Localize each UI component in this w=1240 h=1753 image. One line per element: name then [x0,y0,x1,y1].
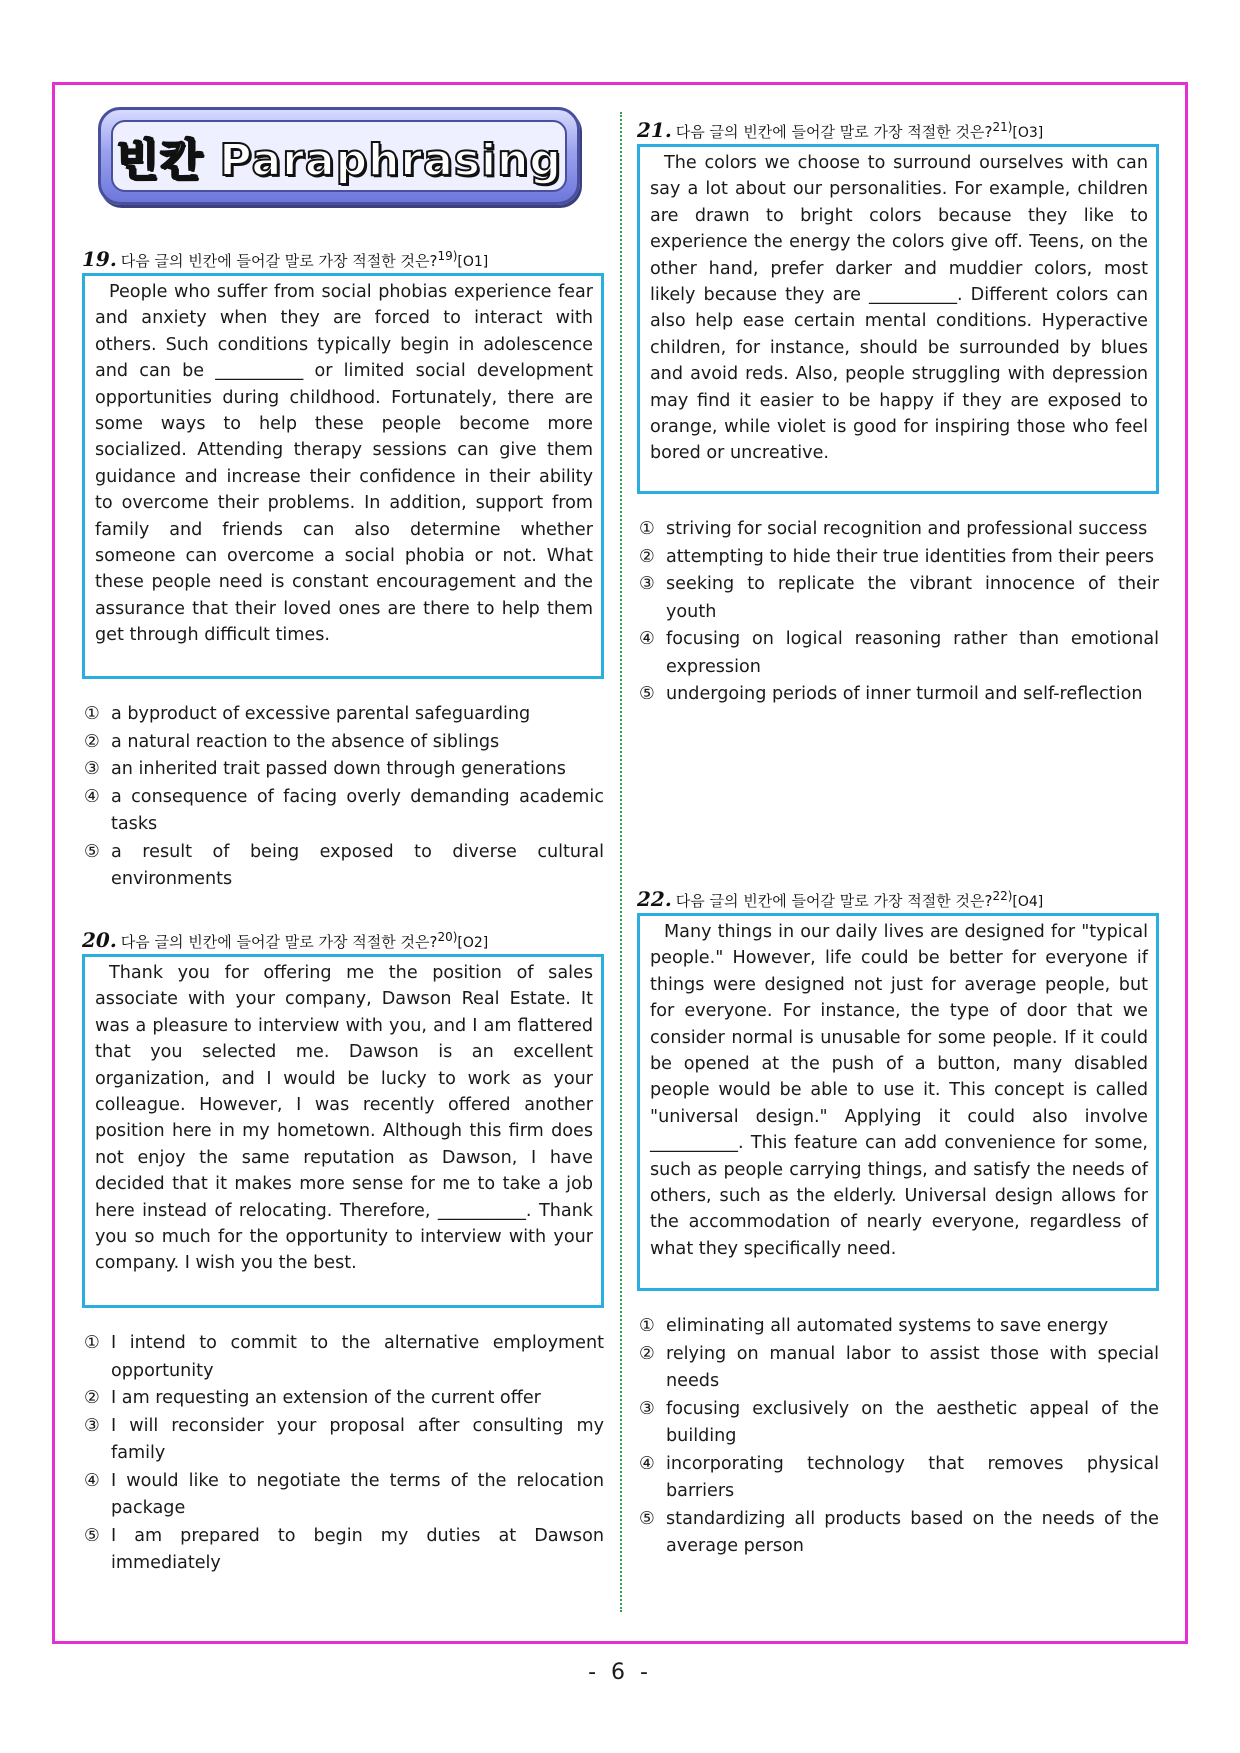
question-passage: Many things in our daily lives are designed for "typical people." However, life could be better for everyone if things were designed not just for average people, but for everyone. For instance, the type of door that we consider normal is unusable for some people. If it could be opened at the push of a button, many disabled people would be able to use it. This concept is called "universal design." Applying it could also involve __________. This feature can add convenience for some, such as people carrying things, and satisfy the needs of others, such as the elderly. Universal design allows for the accommodation of nearly everyone, regardless of what they specifically need. [637,913,1159,1291]
option-text: relying on manual labor to assist those with special needs [666,1343,1159,1391]
option-text: I am prepared to begin my duties at Dawson immediately [111,1525,604,1573]
question-header [82,926,604,952]
question-ref: 19) [437,249,458,263]
option-marker: ③ [639,1398,655,1419]
answer-option[interactable] [82,839,604,894]
option-marker: ⑤ [639,684,655,704]
question-ref: 22) [992,889,1013,903]
option-marker: ② [84,1388,100,1408]
option-text: a result of being exposed to diverse cultural environments [111,841,604,889]
option-text: I intend to commit to the alternative employment opportunity [111,1333,604,1381]
option-text: striving for social recognition and professional success [666,519,1148,539]
option-marker: ④ [84,1470,100,1491]
option-text: seeking to replicate the vibrant innocence of their youth [666,574,1159,622]
question-21 [637,116,1159,709]
question-header [637,116,1159,142]
question-code: [O3] [1012,125,1044,141]
option-marker: ④ [639,629,655,649]
answer-option[interactable] [82,1413,604,1468]
question-number: 20. [82,928,117,952]
answer-option[interactable] [82,729,604,757]
option-marker: ③ [84,1415,100,1436]
question-ref: 20) [437,930,458,944]
answer-option[interactable] [82,1385,604,1413]
answer-option[interactable] [637,516,1159,544]
option-marker: ⑤ [639,1508,655,1529]
column-divider [620,112,622,1612]
answer-option[interactable] [637,571,1159,626]
option-text: I am requesting an extension of the current offer [111,1388,541,1408]
option-text: standardizing all products based on the needs of the average person [666,1508,1159,1556]
question-code: [O2] [457,935,489,951]
question-22 [637,885,1159,1561]
answer-option[interactable] [637,1451,1159,1506]
question-19 [82,245,604,894]
option-marker: ④ [84,786,100,807]
question-prompt: 다음 글의 빈칸에 들어갈 말로 가장 적절한 것은? [675,123,993,141]
answer-options [82,1330,604,1578]
answer-option[interactable] [637,1396,1159,1451]
option-text: a consequence of facing overly demanding academic tasks [111,786,604,834]
option-marker: ⑤ [84,1525,100,1546]
question-header [637,885,1159,911]
option-text: a natural reaction to the absence of siblings [111,731,500,752]
option-marker: ③ [639,574,655,594]
answer-options [637,1313,1159,1561]
section-title-banner [98,107,580,205]
question-header [82,245,604,271]
option-marker: ④ [639,1453,655,1474]
answer-option[interactable] [637,1506,1159,1561]
question-passage: The colors we choose to surround ourselves with can say a lot about our personalities. For example, children are drawn to bright colors because they like to experience the energy the colors give off. Teens, on the other hand, prefer darker and muddier colors, most likely because they are __________. Different colors can also help ease certain mental conditions. Hyperactive children, for instance, should be surrounded by blues and avoid reds. Also, people struggling with depression may find it easier to be happy if they are exposed to orange, while violet is good for inspiring those who feel bored or uncreative. [637,144,1159,494]
option-text: undergoing periods of inner turmoil and self-reflection [666,684,1143,704]
option-text: I will reconsider your proposal after consulting my family [111,1415,604,1463]
section-title: 빈칸 Paraphrasing [116,135,562,186]
answer-option[interactable] [82,1468,604,1523]
option-marker: ① [84,1333,100,1353]
option-text: focusing exclusively on the aesthetic appeal of the building [666,1398,1159,1446]
option-marker: ② [84,731,100,752]
answer-option[interactable] [82,1330,604,1385]
section-title-inner [111,120,567,192]
option-marker: ② [639,546,655,567]
answer-option[interactable] [637,1313,1159,1341]
option-text: an inherited trait passed down through generations [111,759,566,779]
question-passage: People who suffer from social phobias experience fear and anxiety when they are forced to interact with others. Such conditions typically begin in adolescence and can be __________ or limited social development opportunities during childhood. Fortunately, there are some ways to help these people become more socialized. Attending therapy sessions can give them guidance and increase their confidence in their ability to overcome their problems. In addition, support from family and friends can also determine whether someone can overcome a social phobia or not. What these people need is constant encouragement and the assurance that their loved ones are there to help them get through difficult times. [82,273,604,679]
question-20 [82,926,604,1578]
answer-option[interactable] [637,1341,1159,1396]
answer-option[interactable] [82,701,604,729]
option-text: I would like to negotiate the terms of the relocation package [111,1470,604,1518]
option-text: focusing on logical reasoning rather than emotional expression [666,629,1159,677]
answer-option[interactable] [82,756,604,784]
answer-option[interactable] [637,626,1159,681]
answer-option[interactable] [82,1523,604,1578]
question-prompt: 다음 글의 빈칸에 들어갈 말로 가장 적절한 것은? [120,252,438,270]
option-text: eliminating all automated systems to save energy [666,1316,1109,1336]
question-passage: Thank you for offering me the position of sales associate with your company, Dawson Real Estate. It was a pleasure to interview with you, and I am flattered that you selected me. Dawson is an excellent organization, and I would be lucky to work as your colleague. However, I was recently offered another position here in my hometown. Although this firm does not enjoy the same reputation as Dawson, I have decided that it makes more sense for me to take a job here instead of relocating. Therefore, __________. Thank you so much for the opportunity to interview with your company. I wish you the best. [82,954,604,1308]
answer-option[interactable] [637,544,1159,572]
question-number: 19. [82,247,117,271]
question-prompt: 다음 글의 빈칸에 들어갈 말로 가장 적절한 것은? [675,892,993,910]
answer-options [82,701,604,894]
option-marker: ① [639,519,655,539]
question-code: [O4] [1012,894,1044,910]
question-prompt: 다음 글의 빈칸에 들어갈 말로 가장 적절한 것은? [120,933,438,951]
option-marker: ① [639,1316,655,1336]
option-marker: ⑤ [84,841,100,862]
page-number: - 6 - [588,1660,652,1685]
question-ref: 21) [992,120,1013,134]
option-marker: ② [639,1343,655,1364]
option-text: a byproduct of excessive parental safeguarding [111,704,531,724]
option-marker: ① [84,704,100,724]
answer-option[interactable] [637,681,1159,709]
question-number: 21. [637,118,672,142]
answer-options [637,516,1159,709]
question-code: [O1] [457,254,489,270]
option-text: attempting to hide their true identities from their peers [666,546,1155,567]
option-text: incorporating technology that removes physical barriers [666,1453,1159,1501]
answer-option[interactable] [82,784,604,839]
option-marker: ③ [84,759,100,779]
question-number: 22. [637,887,672,911]
